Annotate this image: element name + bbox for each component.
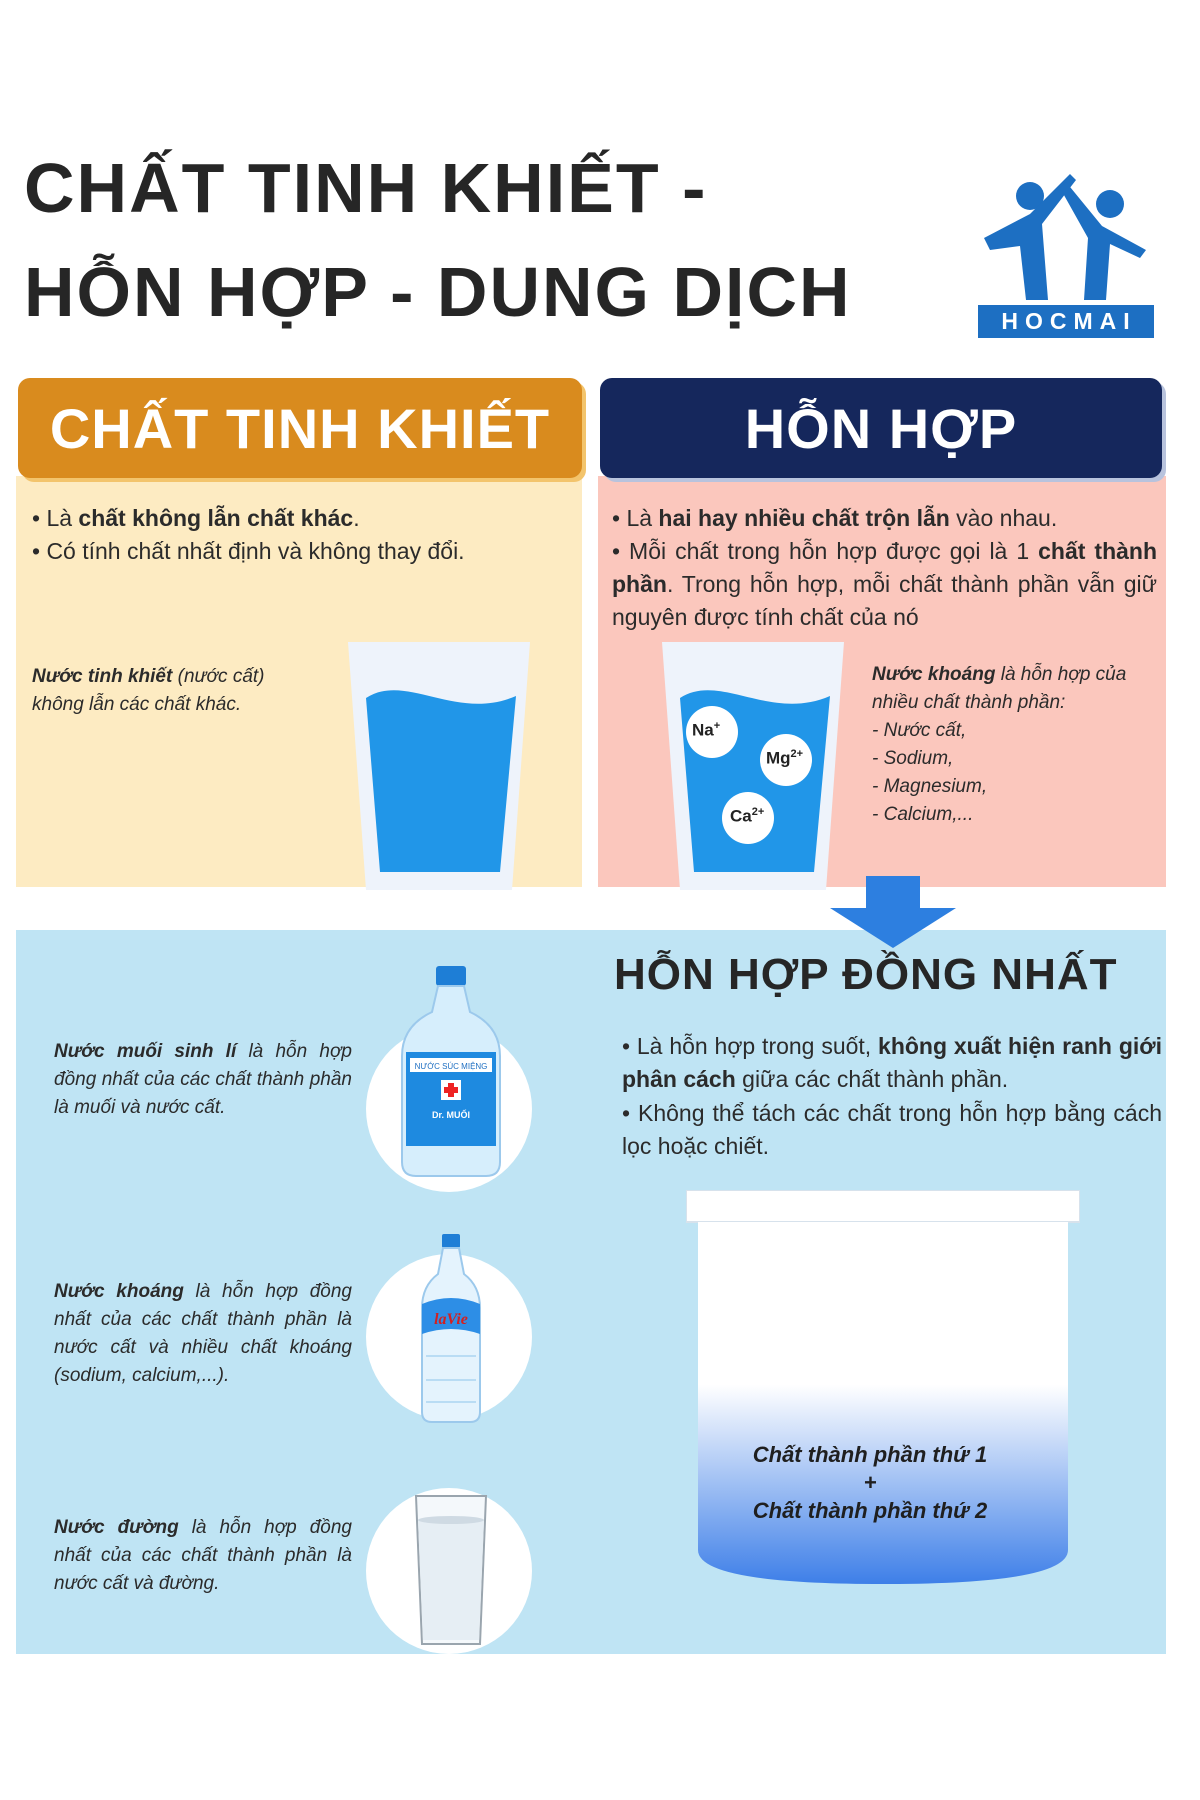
pure-substance-header: CHẤT TINH KHIẾT (18, 378, 582, 478)
homogeneous-bullet-2: • Không thể tách các chất trong hỗn hợp bằng cách lọc hoặc chiết. (622, 1100, 1162, 1159)
sugar-water-note: Nước đường là hỗn hợp đồng nhất của các chất thành phần là nước cất và đường. (54, 1517, 352, 1594)
beaker-icon (686, 1190, 1080, 1590)
mix-bullet-1: • Là hai hay nhiều chất trộn lẫn vào nhau. (612, 505, 1058, 531)
drinking-glass-icon (412, 1490, 490, 1650)
homogeneous-bullet-1: • Là hỗn hợp trong suốt, không xuất hiện ranh giới phân cách giữa các chất thành phần. (622, 1033, 1162, 1092)
saline-bottle-icon (400, 966, 502, 1178)
mineral-bottle-note: Nước khoáng là hỗn hợp đồng nhất của các chất thành phần là nước cất và nhiều chất khoáng (sodium, calcium,...). (54, 1281, 352, 1386)
homogeneous-mixture-title: HỖN HỢP ĐỒNG NHẤT (614, 950, 1118, 999)
beaker-plus: + (863, 1470, 877, 1495)
mixture-header: HỖN HỢP (600, 378, 1162, 478)
saline-water-note: Nước muối sinh lí là hỗn hợp đồng nhất của các chất thành phần là muối và nước cất. (54, 1041, 352, 1118)
page-title-line-2: HỖN HỢP - DUNG DỊCH (24, 253, 852, 331)
ion-calcium: $Ca^{2+}$ (730, 806, 765, 826)
down-arrow-icon (828, 876, 958, 950)
hocmai-logo (978, 168, 1154, 340)
lavie-bottle-icon (418, 1234, 484, 1424)
svg-text:Dr. MUỐI: Dr. MUỐI (431, 1110, 471, 1120)
ion-magnesium: $Mg^{2+}$ (766, 748, 804, 768)
svg-text:laVie: laVie (434, 1311, 468, 1328)
mineral-water-glass-icon (660, 640, 846, 892)
mix-bullet-2: • Mỗi chất trong hỗn hợp được gọi là 1 chất thành phần. Trong hỗn hợp, mỗi chất thành phần vẫn giữ nguyên được tính chất của nó (612, 538, 1158, 630)
logo-text: HOCMAI (978, 305, 1154, 338)
page-title-line-1: CHẤT TINH KHIẾT - (24, 149, 708, 227)
mineral-water-note: Nước khoáng là hỗn hợp của nhiều chất thành phần: - Nước cất, - Sodium, - Magnesium, - Calcium,... (872, 664, 1127, 825)
pure-water-note: Nước tinh khiết (nước cất) không lẫn các chất khác. (32, 666, 265, 715)
pure-water-glass-icon (346, 640, 532, 892)
pure-bullet-2: • Có tính chất nhất định và không thay đổi. (32, 538, 465, 564)
pure-bullet-1: • Là chất không lẫn chất khác. (32, 505, 360, 531)
beaker-component-2: Chất thành phần thứ 2 (752, 1498, 988, 1523)
ion-sodium: Na+ (692, 720, 721, 740)
svg-text:NƯỚC SÚC MIỆNG: NƯỚC SÚC MIỆNG (414, 1062, 488, 1071)
beaker-component-1: Chất thành phần thứ 1 (752, 1442, 988, 1467)
people-logo-icon (978, 168, 1154, 308)
